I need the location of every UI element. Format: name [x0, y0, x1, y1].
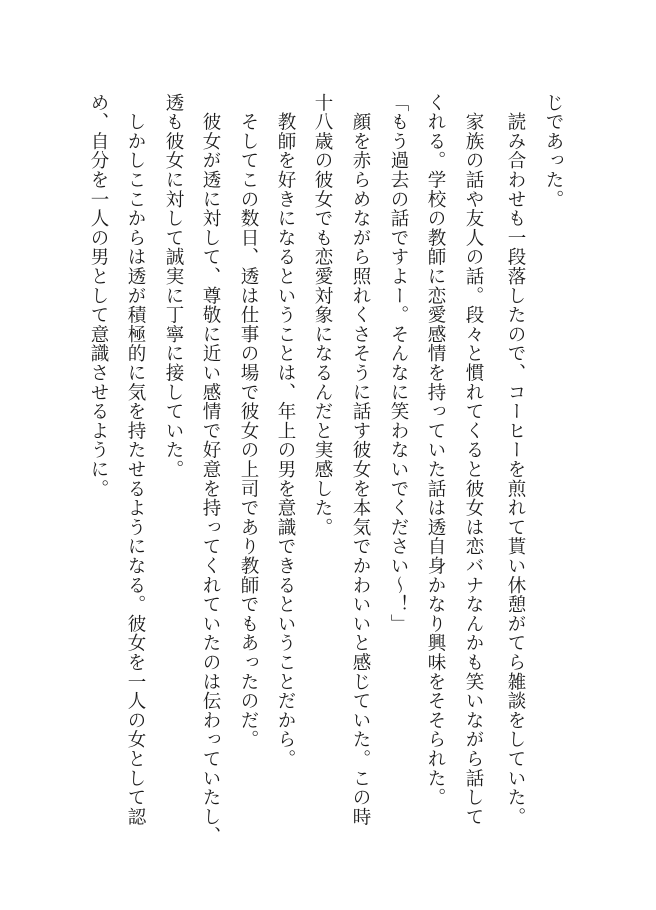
text-column-13: め、自分を一人の男として意識させるように。	[88, 93, 109, 499]
text-column-5: 「もう過去の話ですよー。そんなに笑わないでください～！」	[388, 93, 409, 634]
text-column-4: くれる。学校の教師に恋愛感情を持っていた話は透自身かなり興味をそそられた。	[425, 93, 446, 808]
text-column-8: 教師を好きになるということは、年上の男を意識できるということだから。	[275, 93, 296, 769]
text-column-7: 十八歳の彼女でも恋愛対象になるんだと実感した。	[312, 93, 333, 537]
text-column-11: 透も彼女に対して誠実に丁寧に接していた。	[163, 93, 184, 479]
text-column-10: 彼女が透に対して、尊敬に近い感情で好意を持ってくれていたのは伝わっていたし、	[200, 93, 221, 846]
text-column-6: 顔を赤らめながら照れくさそうに話す彼女を本気でかわいいと感じていた。この時	[350, 93, 371, 827]
text-column-12: しかしここからは透が積極的に気を持たせるようになる。彼女を一人の女として認	[125, 93, 146, 827]
text-column-3: 家族の話や友人の話。段々と慣れてくると彼女は恋バナなんかも笑いながら話して	[463, 93, 484, 827]
text-column-9: そしてこの数日、透は仕事の場で彼女の上司であり教師でもあったのだ。	[238, 93, 259, 750]
text-column-1: じであった。	[543, 93, 564, 209]
text-column-2: 読み合わせも一段落したので、コーヒーを煎れて貰い休憩がてら雑談をしていた。	[505, 93, 526, 827]
